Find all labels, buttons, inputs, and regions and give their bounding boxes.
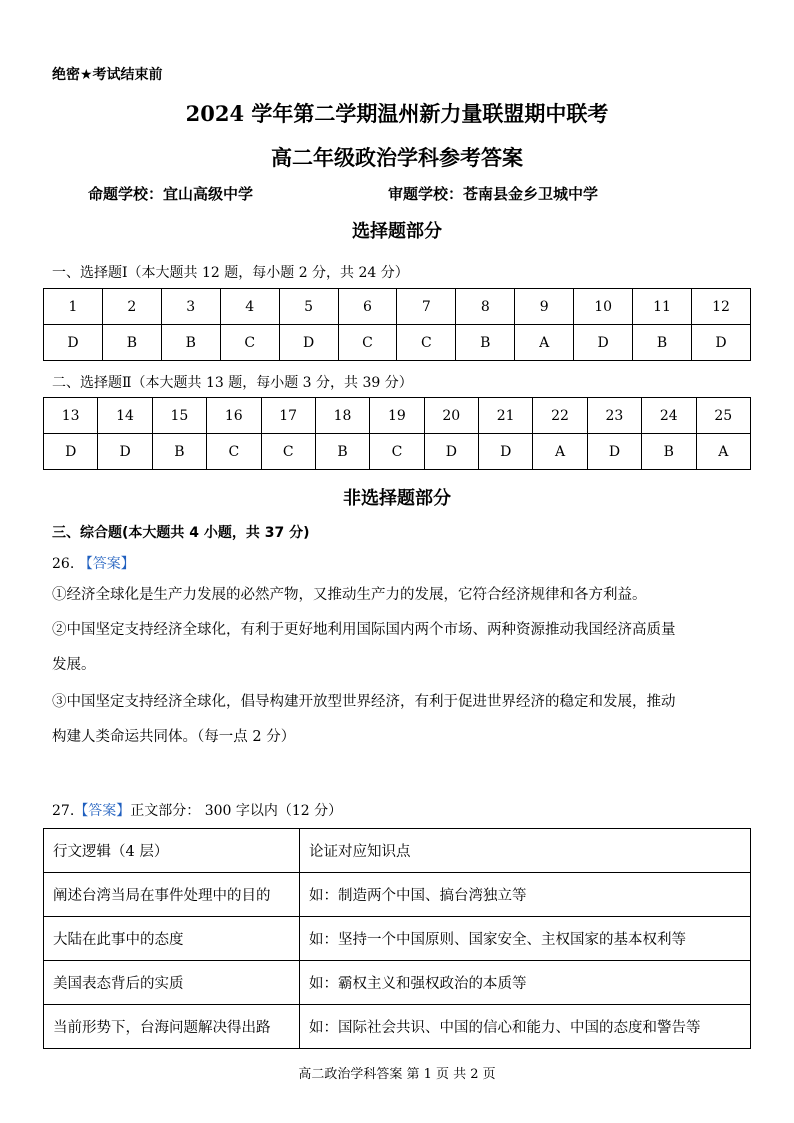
table-row bbox=[44, 873, 751, 917]
question-number-cell: 11 bbox=[633, 289, 692, 325]
question-number-cell: 17 bbox=[261, 398, 315, 434]
question-number-cell: 1 bbox=[44, 289, 103, 325]
question-number-cell: 13 bbox=[44, 398, 98, 434]
question-number: 27. bbox=[52, 803, 75, 819]
q26-point-1: ①经济全球化是生产力发展的必然产物，又推动生产力的发展，它符合经济规律和各方利益。 bbox=[52, 587, 647, 603]
question-number: 26. bbox=[52, 556, 75, 572]
answer-cell: B bbox=[642, 434, 696, 470]
answer-cell: D bbox=[44, 325, 103, 361]
question-number-cell: 3 bbox=[161, 289, 220, 325]
logic-cell: 行文逻辑（4 层） bbox=[44, 829, 300, 873]
comprehensive-heading: 三、综合题(本大题共 4 小题，共 37 分) bbox=[52, 525, 310, 541]
answer-cell: C bbox=[207, 434, 261, 470]
answer-cell: C bbox=[261, 434, 315, 470]
logic-cell: 当前形势下，台海问题解决得出路 bbox=[44, 1005, 300, 1049]
question-number-cell: 19 bbox=[370, 398, 424, 434]
proposer-school: 命题学校：宜山高级中学 bbox=[88, 185, 254, 203]
question-number-cell: 12 bbox=[691, 289, 750, 325]
answer-cell: D bbox=[574, 325, 633, 361]
answer-cell: D bbox=[587, 434, 641, 470]
answer-cell: B bbox=[152, 434, 206, 470]
confidential-label: 绝密★考试结束前 bbox=[52, 67, 163, 83]
q26-point-2-line2: 发展。 bbox=[52, 657, 96, 673]
table-row bbox=[44, 1005, 751, 1049]
choice-part2-heading: 二、选择题Ⅱ（本大题共 13 题，每小题 3 分，共 39 分） bbox=[52, 375, 413, 391]
question-number-cell: 14 bbox=[98, 398, 152, 434]
answer-mark: 【答案】 bbox=[74, 803, 131, 819]
table-row bbox=[44, 917, 751, 961]
question-number-row bbox=[44, 289, 751, 325]
question-number-cell: 7 bbox=[397, 289, 456, 325]
answer-cell: D bbox=[691, 325, 750, 361]
answer-cell: C bbox=[397, 325, 456, 361]
question-number-cell: 5 bbox=[279, 289, 338, 325]
question-number-cell: 2 bbox=[102, 289, 161, 325]
question-number-cell: 20 bbox=[424, 398, 478, 434]
logic-cell: 阐述台湾当局在事件处理中的目的 bbox=[44, 873, 300, 917]
answer-cell: B bbox=[102, 325, 161, 361]
q27-logic-table bbox=[43, 828, 751, 1049]
answer-cell: A bbox=[533, 434, 587, 470]
question-number-cell: 24 bbox=[642, 398, 696, 434]
question-27-label bbox=[52, 800, 342, 820]
choice-section-title: 选择题部分 bbox=[352, 221, 442, 242]
page-footer: 高二政治学科答案 第 1 页 共 2 页 bbox=[298, 1067, 496, 1082]
knowledge-point-cell: 论证对应知识点 bbox=[300, 829, 751, 873]
question-number-cell: 21 bbox=[479, 398, 533, 434]
answer-cell: A bbox=[515, 325, 574, 361]
answer-key-title: 高二年级政治学科参考答案 bbox=[271, 145, 523, 170]
answer-cell: A bbox=[696, 434, 751, 470]
logic-cell: 大陆在此事中的态度 bbox=[44, 917, 300, 961]
q26-point-3-line1: ③中国坚定支持经济全球化，倡导构建开放型世界经济，有利于促进世界经济的稳定和发展，推动 bbox=[52, 694, 676, 710]
answer-cell: D bbox=[98, 434, 152, 470]
answer-row bbox=[44, 434, 751, 470]
nonchoice-section-title: 非选择题部分 bbox=[343, 488, 451, 509]
answer-cell: B bbox=[456, 325, 515, 361]
choice-part2-table bbox=[43, 397, 751, 470]
choice-part1-heading: 一、选择题Ⅰ（本大题共 12 题，每小题 2 分，共 24 分） bbox=[52, 265, 409, 281]
exam-title: 2024 学年第二学期温州新力量联盟期中联考 bbox=[185, 101, 609, 126]
question-number-cell: 10 bbox=[574, 289, 633, 325]
q26-point-2-line1: ②中国坚定支持经济全球化，有利于更好地利用国际国内两个市场、两种资源推动我国经济高质量 bbox=[52, 622, 676, 638]
answer-cell: D bbox=[479, 434, 533, 470]
question-number-cell: 16 bbox=[207, 398, 261, 434]
reviewer-school: 审题学校：苍南县金乡卫城中学 bbox=[388, 185, 599, 203]
question-number-cell: 23 bbox=[587, 398, 641, 434]
answer-cell: D bbox=[424, 434, 478, 470]
question-number-cell: 6 bbox=[338, 289, 397, 325]
question-number-cell: 22 bbox=[533, 398, 587, 434]
question-number-cell: 18 bbox=[315, 398, 369, 434]
answer-cell: D bbox=[279, 325, 338, 361]
q27-requirement: 正文部分： 300 字以内（12 分） bbox=[130, 803, 343, 819]
answer-cell: C bbox=[220, 325, 279, 361]
question-number-cell: 25 bbox=[696, 398, 751, 434]
knowledge-point-cell: 如：霸权主义和强权政治的本质等 bbox=[300, 961, 751, 1005]
answer-mark: 【答案】 bbox=[78, 556, 135, 572]
question-number-cell: 15 bbox=[152, 398, 206, 434]
answer-row bbox=[44, 325, 751, 361]
answer-cell: B bbox=[315, 434, 369, 470]
answer-cell: C bbox=[338, 325, 397, 361]
knowledge-point-cell: 如：制造两个中国、搞台湾独立等 bbox=[300, 873, 751, 917]
question-number-cell: 9 bbox=[515, 289, 574, 325]
question-number-row bbox=[44, 398, 751, 434]
logic-cell: 美国表态背后的实质 bbox=[44, 961, 300, 1005]
knowledge-point-cell: 如：国际社会共识、中国的信心和能力、中国的态度和警告等 bbox=[300, 1005, 751, 1049]
table-row bbox=[44, 961, 751, 1005]
answer-cell: B bbox=[633, 325, 692, 361]
question-26-label bbox=[52, 553, 135, 573]
question-number-cell: 8 bbox=[456, 289, 515, 325]
answer-cell: C bbox=[370, 434, 424, 470]
choice-part1-table bbox=[43, 288, 751, 361]
answer-cell: B bbox=[161, 325, 220, 361]
knowledge-point-cell: 如：坚持一个中国原则、国家安全、主权国家的基本权利等 bbox=[300, 917, 751, 961]
table-header-row bbox=[44, 829, 751, 873]
q26-point-3-line2: 构建人类命运共同体。（每一点 2 分） bbox=[52, 729, 296, 745]
question-number-cell: 4 bbox=[220, 289, 279, 325]
answer-cell: D bbox=[44, 434, 98, 470]
